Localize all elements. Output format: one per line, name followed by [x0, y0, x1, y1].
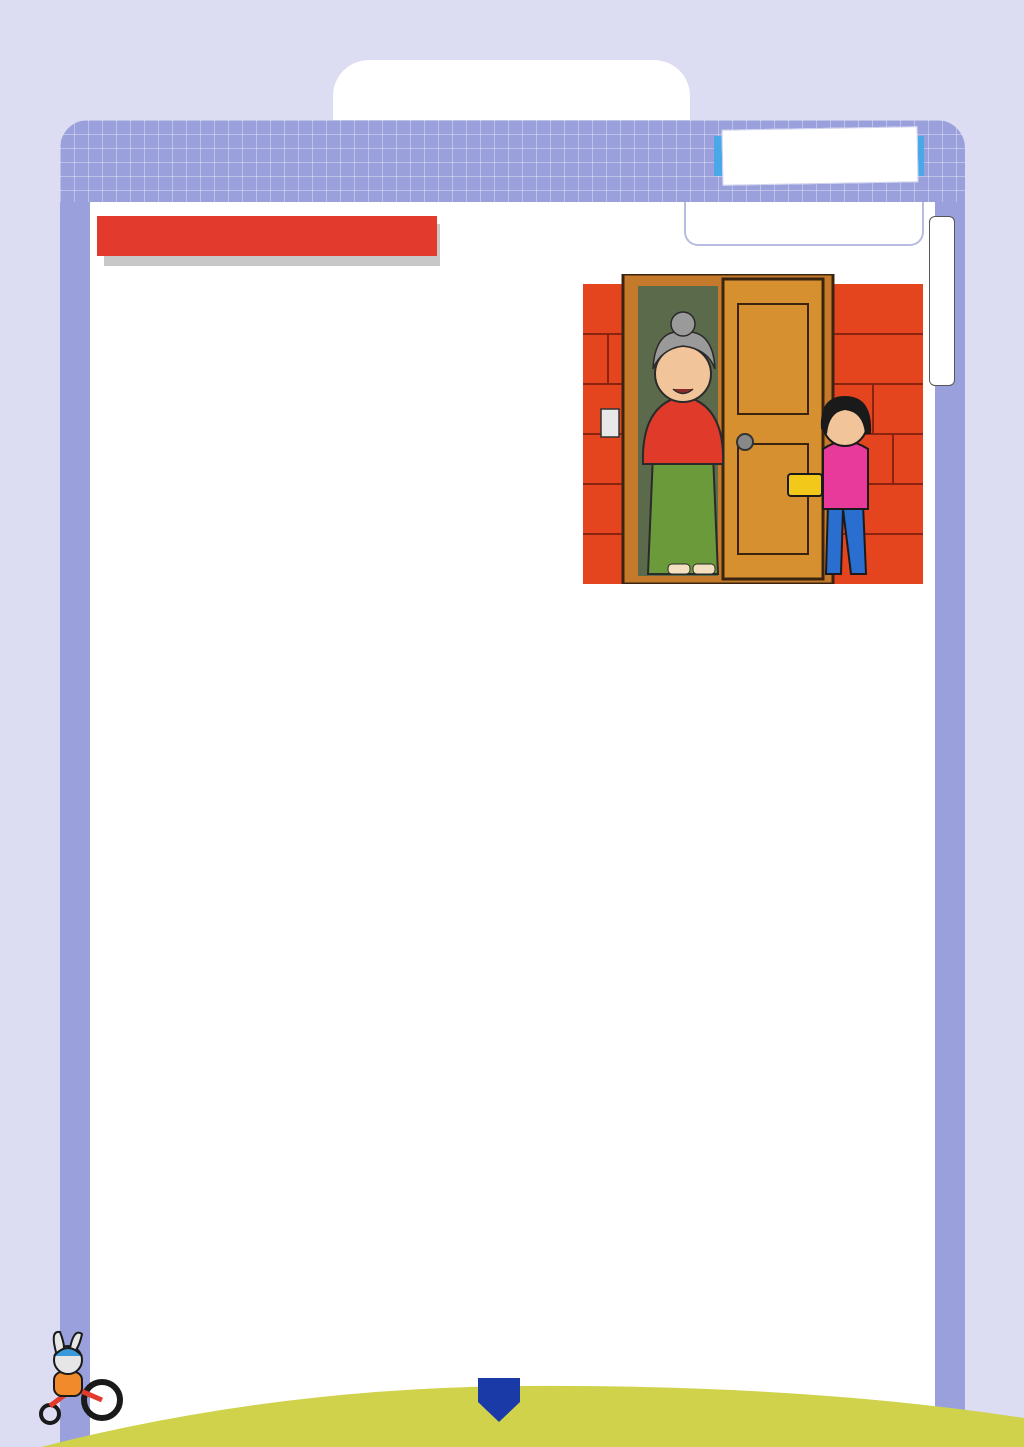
right-border	[935, 202, 965, 1447]
section-tab	[684, 202, 924, 246]
unit-number	[723, 127, 917, 134]
door-illustration	[583, 274, 923, 584]
code-strip	[929, 216, 955, 386]
read-reflect-lead-banner	[97, 216, 437, 256]
unit-badge	[722, 126, 919, 185]
left-border	[60, 202, 90, 1447]
page-number-marker	[476, 1376, 522, 1424]
bunny-mascot-icon	[24, 1326, 124, 1426]
